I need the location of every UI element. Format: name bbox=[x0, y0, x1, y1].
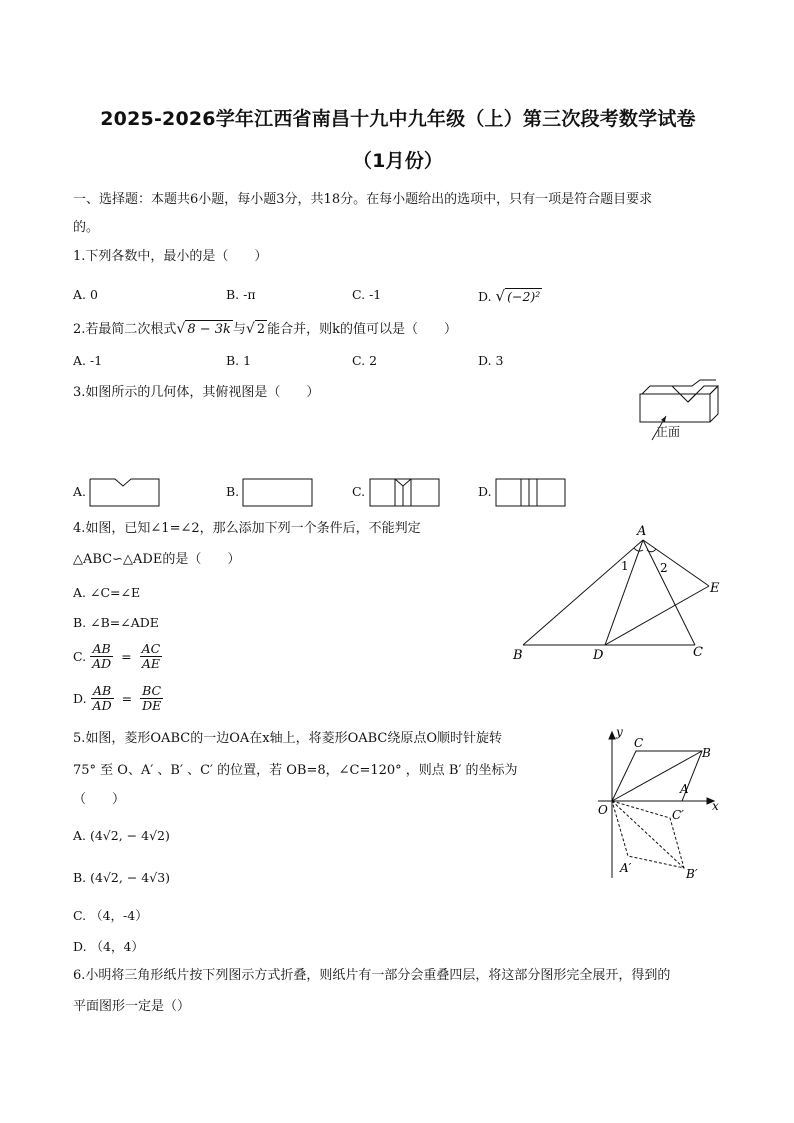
fraction: $\frac{BC}{DE}$ bbox=[142, 683, 162, 713]
q2-option-c: C. 2 bbox=[352, 353, 378, 368]
q4-stem-line1: 4.如图，已知∠1=∠2，那么添加下列一个条件后，不能判定 bbox=[73, 521, 421, 536]
q4-option-c: C. $\frac{AB}{AD}$ = $\frac{AC}{AE}$ bbox=[73, 641, 161, 671]
point-label-a-prime: A′ bbox=[620, 861, 632, 875]
q3-option-a-figure bbox=[89, 478, 161, 508]
q2-option-d: D. 3 bbox=[478, 353, 504, 368]
q3-option-d-label: D. bbox=[478, 484, 492, 499]
q5-option-d: D. （4，4） bbox=[73, 939, 144, 954]
q5-stem-line2: 75° 至 O、A′ 、B′ 、C′ 的位置，若 OB=8，∠C=120° ，则点 B′ 的坐标为 bbox=[73, 763, 518, 778]
point-label-b-prime: B′ bbox=[686, 867, 698, 881]
point-label-c: C bbox=[634, 736, 644, 750]
q3-option-c-label: C. bbox=[352, 484, 366, 499]
q5-stem-line3: （ ） bbox=[73, 792, 126, 807]
q5-stem-line1: 5.如图，菱形OABC的一边OA在x轴上，将菱形OABC绕原点O顺时针旋转 bbox=[73, 731, 503, 746]
q6-stem-line2: 平面图形一定是（） bbox=[73, 999, 191, 1014]
q1-option-d-label: D. bbox=[478, 289, 492, 304]
q5-option-c: C. （4，-4） bbox=[73, 908, 148, 923]
q4-option-d: D. $\frac{AB}{AD}$ = $\frac{BC}{DE}$ bbox=[73, 683, 162, 713]
q3-solid-figure bbox=[630, 378, 730, 448]
radical-sign-icon: √ bbox=[245, 321, 255, 337]
point-label-b: B bbox=[513, 648, 523, 663]
q4-option-a: A. ∠C=∠E bbox=[73, 585, 141, 600]
q5-rhombus-figure bbox=[578, 725, 728, 888]
q4-option-b: B. ∠B=∠ADE bbox=[73, 615, 159, 630]
q6-stem-line1: 6.小明将三角形纸片按下列图示方式折叠，则纸片有一部分会重叠四层，将这部分图形完全展开，得到的 bbox=[73, 968, 671, 983]
q3-option-a-label: A. bbox=[73, 484, 87, 499]
fraction: $\frac{AB}{AD}$ bbox=[92, 641, 112, 671]
q2-stem-prefix: 2.若最简二次根式 bbox=[73, 322, 177, 337]
q4-option-d-label: D. bbox=[73, 691, 87, 706]
q1-option-c: C. -1 bbox=[352, 287, 382, 302]
q1-option-a: A. 0 bbox=[73, 287, 98, 302]
exam-title: 2025-2026学年江西省南昌十九中九年级（上）第三次段考数学试卷 bbox=[100, 108, 696, 130]
point-label-b: B bbox=[702, 746, 711, 760]
q4-stem-line2: △ABC∽△ADE的是（ ） bbox=[73, 552, 241, 567]
q2-stem bbox=[73, 320, 457, 339]
q2-radicand-1: 8 − 3k bbox=[187, 322, 231, 337]
q1-option-d bbox=[478, 287, 542, 305]
q1-stem: 1.下列各数中，最小的是（ ） bbox=[73, 249, 268, 264]
angle-label-1: 1 bbox=[621, 559, 629, 573]
point-label-o: O bbox=[598, 803, 608, 817]
point-label-d: D bbox=[593, 648, 604, 663]
q3-option-b-figure bbox=[242, 478, 314, 508]
point-label-c: C bbox=[693, 645, 703, 660]
fraction: $\frac{AC}{AE}$ bbox=[141, 641, 161, 671]
axis-label-y: y bbox=[616, 725, 623, 739]
radical-sign-icon: √ bbox=[495, 287, 506, 305]
point-label-a: A bbox=[680, 782, 689, 796]
q4-option-c-label: C. bbox=[73, 649, 87, 664]
radical-sign-icon: √ bbox=[176, 321, 186, 337]
q2-option-b: B. 1 bbox=[226, 353, 252, 368]
q4-triangle-figure bbox=[505, 520, 735, 665]
axis-label-x: x bbox=[712, 799, 719, 813]
q2-radicand-2: 2 bbox=[256, 322, 266, 337]
q2-stem-suffix: 能合并，则k的值可以是（ ） bbox=[267, 322, 458, 337]
section-instructions-line2: 的。 bbox=[73, 220, 100, 235]
point-label-c-prime: C′ bbox=[672, 808, 684, 822]
q5-option-a: A. (4√2, − 4√2) bbox=[73, 828, 170, 843]
fraction: $\frac{AB}{AD}$ bbox=[92, 683, 112, 713]
angle-label-2: 2 bbox=[660, 561, 668, 575]
q1-option-b: B. -π bbox=[226, 287, 256, 302]
point-label-e: E bbox=[710, 581, 720, 596]
point-label-a: A bbox=[637, 524, 647, 539]
q2-option-a: A. -1 bbox=[73, 353, 103, 368]
q1-option-d-expr: (−2)² bbox=[507, 289, 541, 304]
exam-subtitle: （1月份） bbox=[352, 150, 444, 172]
q3-stem: 3.如图所示的几何体，其俯视图是（ ） bbox=[73, 385, 320, 400]
q3-option-b-label: B. bbox=[226, 484, 240, 499]
q3-option-c-figure bbox=[369, 478, 441, 508]
q3-front-label: 正面 bbox=[656, 425, 681, 439]
q3-option-d-figure bbox=[495, 478, 567, 508]
section-instructions-line1: 一、选择题：本题共6小题，每小题3分，共18分。在每小题给出的选项中，只有一项是符合题目要求 bbox=[73, 192, 653, 207]
q5-option-b: B. (4√2, − 4√3) bbox=[73, 870, 171, 885]
q2-stem-mid: 与 bbox=[232, 322, 246, 337]
